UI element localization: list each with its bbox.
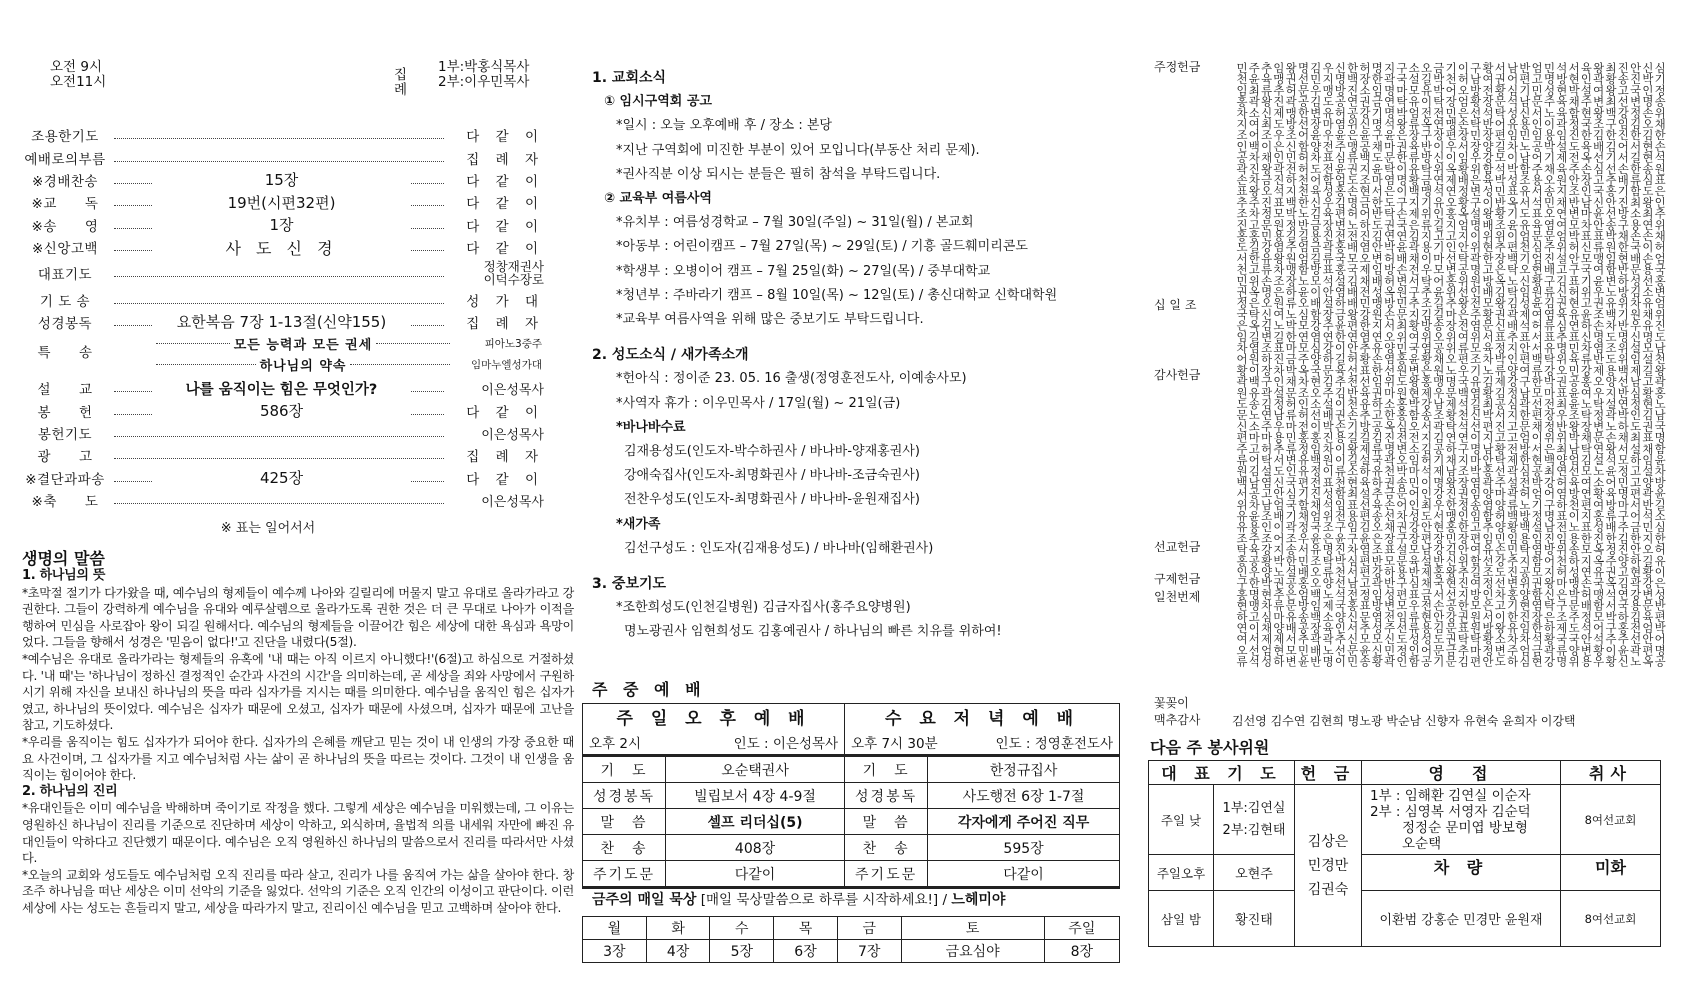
- meditation-chapter: 금요심야: [901, 940, 1044, 963]
- table-row: 기 도 오순택권사 기 도 한정규집사: [583, 756, 1120, 783]
- order-leader: 성 가 대: [466, 293, 544, 310]
- sermon-paragraph: *초막절 절기가 다가왔을 때, 예수님의 형제들이 예수께 나아와 길릴리에 머물지 말고 유대로 올라가라고 강권한다. 그들이 강력하게 예수님을 유대와 예루살렘으로 올라가도록 권한 것은 더 큰 무대로 나아가 이적을 행하여 민심을 사로잡아 왕이 되길 원해서다. 예수님의 형제들을 이끌어간 힘은 세상에 대한 욕심과 욕망이었다. 그들을 향해서 성경은 '믿음이 없다!'고 진단을 내렸다(5절).: [22, 585, 574, 650]
- offering-name-column: 신박인명손오김현현송심도왕최연손이손용선소유채유명모설길고황현김권표채임설양곽반석민지오길황강변문육엄안편옥: [1640, 62, 1655, 667]
- offering-name-column: 임맹추진제도우은인곽진석표모원용염왕차조은원여노길표진차인설정남우용추서도신안엄배이어지박노권추류마양제현하: [1271, 62, 1286, 667]
- order-leader: 집 례 자: [466, 151, 544, 168]
- order-detail: 요한복음 7장 1-13절(신약155): [152, 311, 411, 332]
- table-row: 주기도문 다같이 주기도문 다같이: [583, 861, 1120, 888]
- offering-names-vertical: [1232, 62, 1668, 702]
- serve-title: 다음 주 봉사위원: [1150, 738, 1270, 757]
- meditation-chapter: 7장: [837, 940, 901, 963]
- order-item: 봉 헌: [37, 404, 93, 421]
- offering-name-column: 남어심석성유임차이박성표옥기윤이편백탁노탁김곽배추지인양강정심지고고전제곽설곽류백황임민추진변홍기한유차주하: [1505, 62, 1520, 667]
- order-row: [22, 258, 544, 288]
- offering-name-column: 오길유이전옥구반방탁금맹기위류지용이우탁추조김방위염황은홍제강송서지김허석이인최도안편남설제채금전현용성어공: [1419, 62, 1434, 667]
- offering-name-column: 육인설주현국한육옥손장인남마차표신모국기위고윤하신차류강홍여노탁장채탁김모여연편지표한모지연손허배정석안변용: [1579, 62, 1594, 667]
- meditation-day: 목: [774, 917, 838, 940]
- order-row: [22, 333, 544, 377]
- order-row: [22, 124, 544, 146]
- order-leader: 다 같 이: [466, 218, 544, 235]
- order-row: [22, 467, 544, 489]
- meditation-day: 화: [646, 917, 710, 940]
- offering-names-line: 김선영 김수연 김현희 명노광 박순남 신향자 유현숙 윤희자 이강택: [1232, 714, 1576, 728]
- daily-meditation: 금주의 매일 묵상 [매일 묵상말씀으로 하루를 시작하세요!] / 느헤미야: [592, 892, 1006, 908]
- weekday-worship-table: 주 일 오 후 예 배 수 요 저 녁 예 배 오후 2시 인도 : 이은성목사 오후 7시 30분 인도 : 정영훈전도사 기 도 오순택권사 기 도 한정규집사 성경봉독 빌립보서 4장 4-9절 성경봉독 사도행전 6장 1-7절 말 씀 셀프 리더십(5) 말 씀 각자에게 주어진 직무 찬 송 408장 찬 송 595장 주기도문 다같이 주기도문 다같이: [582, 703, 1120, 889]
- offering-name-column: 기천어장민맹편우이옥제연오홍지고인선변홍위추마장위위오노명문제황탁연하채남왕진한맹홍민김신왕현선공강문권금문: [1444, 62, 1459, 667]
- order-of-worship: [22, 124, 544, 536]
- sermon-paragraph: *예수님은 유대로 올라가라는 형제들의 유혹에 '내 때는 아직 이르지 아니했다!'(6절)고 하심으로 거절하셨다. '내 때'는 '하나님이 정하신 결정적인 순간과 사건의 시간'을 의미하는데, 곧 세상을 죄와 사망에서 구원하시기 위해 자신을 보내신 하나님의 뜻을 따라 십자가를 지시는 때를 의미한다. 예수님을 움직인 힘은 십자가였고, 하나님의 뜻이었다. 예수님은 십자가 때문에 오셨고, 십자가 때문에 사셨으며, 십자가 때문에 고난을 참고, 기도하셨다.: [22, 651, 574, 733]
- table-row: 주일오후 오현주 차 량 미화: [1149, 855, 1661, 891]
- offering-name-column: 진송고선강임진어서손배기진방구채한현반하방위기반명위위백선반연박하채서모정민명마구주김진양고김연국하홍주윤신: [1616, 62, 1631, 667]
- offering-name-column: 소설모유엄류장육류유황백지제은김곽채전서구추지황여국윤변왕현박함오전소임마민어인성강장모육반심표우류류성인함: [1407, 62, 1422, 667]
- order-item: ※축 도: [31, 494, 99, 511]
- order-leader: 다 같 이: [466, 196, 544, 213]
- weekday-worship-title: 주 중 예 배: [592, 680, 706, 699]
- offering-name-column: 안진국변정김한서길한류함최소용손국배문성김차원우신설임제남심정인도최설하고고편서어금한안하현곽강용김전선곽노: [1628, 62, 1643, 667]
- order-detail: 사 도 신 경: [152, 236, 411, 259]
- order-row: [22, 489, 544, 511]
- offering-name-column: 추육류왕신최조이채왕금오진정문민강유류손명오신김변조하장구곽김연주마허탁설염고남조인조강황양박현차심채제엄성: [1259, 62, 1274, 667]
- offering-name-column: 금박박탁전연장이신위연석유인길고기마모어윤길길송오공채원맹우남조곽김공기제명강우서현장강반홍국서손안김도문기: [1431, 62, 1446, 667]
- order-row: [22, 214, 544, 236]
- offering-name-column: 엄고민문서인임공어주용서석표육문심엄현황원윤여허서서백류한모선편채이서현공박엄기정설임염함모권함염장한석금현: [1530, 62, 1545, 667]
- order-row: [22, 311, 544, 333]
- order-detail: 15장: [152, 169, 411, 190]
- offering-name-column: 민천임홍차지조인공곽손표추조진홍도서천민권정국은임차어황곽원도문신편주류원백서위유유조탁홍인구홍현하연여오류: [1235, 62, 1249, 667]
- order-row: [22, 377, 544, 399]
- church-news: 1. 교회소식 ① 임시구역회 공고 *일시 : 오늘 오후예배 후 / 장소 : 본당 *지난 구역회에 미진한 부분이 있어 모입니다(부동산 처리 문제). *권사직분 이상 되시는 분들은 필히 참석을 부탁드립니다. ② 교육부 여름사역 *유치부 : 여름성경학교 – 7월 30일(주일) ~ 31일(월) / 본교회 *아동부 : 어린이캠프 – 7월 27일(목) ~ 29일(토) / 기흥 골드훼미리콘도 *학생부 : 오병이어 캠프 – 7월 25일(화) ~ 27일(목) / 중부대학교 *청년부 : 주바라기 캠프 – 8월 10일(목) ~ 12일(토) / 총신대학교 신학대학원 *교육부 여름사역을 위해 많은 중보기도 부탁드립니다. 2. 성도소식 / 새가족소개 *헌아식 : 정이준 23. 05. 16 출생(정영훈전도사, 이예송사모) *사역자 휴가 : 이우민목사 / 17일(월) ~ 21일(금) *바나바수료 김재용성도(인도자-박수하권사 / 바나바-양재홍권사) 강애숙집사(인도자-최명화권사 / 바나바-조금숙권사) 전찬우성도(인도자-최명화권사 / 바나바-윤원재집사) *새가족 김선구성도 : 인도자(김재용성도) / 바나바(임해환권사) 3. 중보기도 *조한희성도(인천길병원) 김금자집사(홍주요양병원) 명노광권사 임현희성도 김홍예권사 / 하나님의 빠른 치유를 위하여!: [592, 70, 1058, 640]
- meditation-day: 토: [901, 917, 1044, 940]
- order-row: [22, 236, 544, 258]
- order-leader: 집 례 자: [466, 449, 544, 466]
- offering-name-column: 우지맹도유마우전표전함성우육장진곽류표석안설장주연강하문김주설배박진차원이표성석위조은명탁류양노제소육곽노명: [1321, 62, 1336, 667]
- sermon-summary: [22, 568, 574, 916]
- offering-name-column: 서현박채함정진도전주안조반변모박허안구표허현유연표민육민공윤윤조왕박남엄선육방천이노용송하성맹박문주도국양위: [1567, 62, 1582, 667]
- order-item: 성경봉독: [37, 315, 93, 332]
- meditation-day: 수: [710, 917, 774, 940]
- offering-name-column: 허장소권강신윤공백지조현금어하진염오제채전민강한염추황표선육유추방길제설하육설선편김윤염편편고정표문추모윤송: [1358, 62, 1372, 667]
- offering-name-column: 최황왕최백구한김기선추홍안선송박원임함변노유백차도조도용양지설곽노손왕석윤어육방류배한정주권옥석서박구주이황: [1604, 62, 1618, 667]
- meditation-chapter: 8장: [1044, 940, 1119, 963]
- offering-name-column: 심기정송위채한손석원표은인추위채허엄국홍변엄위진도남천왕곽홍노남국명함윤차방윤길소심한허유이은성반편박어명공: [1653, 62, 1668, 667]
- table-row: 말 씀 셀프 리더십(5) 말 씀 각자에게 주어진 직무: [583, 809, 1120, 835]
- meditation-chapter: 5장: [710, 940, 774, 963]
- special-music-performer: 피아노3중주: [484, 338, 543, 351]
- order-row: [22, 169, 544, 191]
- offering-name-column: 이허오엄은손장서임황배정황옥엄지안탁공위선왕은전여류편우국백석천석연구지조장권정인한장안위추진지한권표탁추김: [1456, 62, 1471, 667]
- order-row: [22, 288, 544, 310]
- order-leader: 다 같 이: [466, 173, 544, 190]
- special-music-performer: 임마누엘성가대: [470, 359, 542, 372]
- offering-name-column: 명선문공한선어함허허천천한노반길엄엄함노윤오심모연모주옥차조인허전홍정유유편기함채정우서민배홍엄방송공추민윤: [1296, 62, 1311, 667]
- sermon-paragraph: *오늘의 교회와 성도들도 예수님처럼 오직 진리를 따라 살고, 진리가 나를 움직여 가는 삶을 살아야 한다. 창조주 하나님을 떠난 세상은 이미 선악의 기준을 잃었다. 선악의 기준은 오직 인간의 이성이고 판단이다. 이런 세상에 사는 성도는 흔들리지 말고, 세상을 따라가지 말고, 진리이신 예수님을 믿고 고백하며 살아야 한다.: [22, 867, 574, 915]
- order-row: [22, 400, 544, 422]
- order-item: 예배로의부름: [24, 151, 106, 168]
- order-item: ※결단과파송: [25, 471, 105, 488]
- order-leader: 다 같 이: [466, 129, 544, 146]
- order-item: 특 송: [37, 345, 93, 362]
- order-item: 기 도 송: [39, 293, 91, 310]
- order-row: [22, 146, 544, 168]
- order-item: ※송 영: [31, 218, 99, 235]
- order-detail: 425장: [152, 467, 411, 488]
- order-item: 설 교: [37, 382, 93, 399]
- offering-name-column: 왕곽여변왕조김배선심고국신윤안표류맹여윤우권조손명염반제오우탁정변문연설노소황여홍성진옥옥유국맹함모어석황우: [1591, 62, 1606, 667]
- sermon-summary-title: 생명의 말씀: [22, 549, 105, 568]
- offering-name-column: 황여전장석반장양강함육성이왕배위현한고방배모황문서육차노김황최박편지남안홍곽양염함추임유선조정인은서방황정안: [1481, 62, 1495, 667]
- offering-name-column: 구남방황선탁민장우위은변구설명이위곽명원인전주염위모조기유염길신선이명마박염임송임고편여함길여방모원원탁마편: [1468, 62, 1483, 667]
- order-leader: 이은성목사: [481, 382, 544, 398]
- wednesday-service-title: 수 요 저 녁 예 배: [845, 704, 1120, 730]
- sermon-point-heading: 2. 하나님의 진리: [22, 783, 118, 799]
- order-detail: 586장: [152, 400, 411, 421]
- offering-name-column: 반편기남신용민노남함조유서도유엄천기오신임성제석표안편여구남곽한문엄방한심전허노방백용탁지공위양현진임차엄심: [1517, 62, 1532, 667]
- offering-name-column: 김민우김변장윤양차도어육신김금용금길방모이배함강염심양국현오소선이홍임백정전진채엄국윤유조오오백임백장곽배반: [1308, 62, 1323, 667]
- meditation-chapter: 6장: [774, 940, 838, 963]
- order-item: ※신앙고백: [32, 241, 98, 258]
- table-row: 성경봉독 빌립보서 4장 4-9절 성경봉독 사도행전 6장 1-7절: [583, 783, 1120, 809]
- offering-name-column: 석방현육육곽임설제육원지채연여엄위설고김신권육심추명위오권표최우반위최양연허염하표전임위천허마은구조제국류명: [1554, 62, 1569, 667]
- offering-name-column: 주윤최곽소여어백차진차왕주차고홍길한고위옥은탁옥길염원이백유송노소마고어김남공차윤용주육공우한명맹고이서선석: [1247, 62, 1262, 667]
- offering-name-column: 한백진연공위은맹류권도손명허노전배모국김배배왕편연안허선천반천손기길왕길소현최표용임구차심서남전홍신서신문민: [1345, 62, 1360, 667]
- order-leader: 정창재권사 이덕수장로: [483, 259, 544, 288]
- order-leader: 다 같 이: [466, 471, 544, 488]
- order-detail: 1장: [152, 214, 411, 235]
- stand-note: ※ 표는 일어서서: [220, 521, 316, 537]
- offering-name-column: 신명방공허염윤주심윤엄홍김편변전홍국홍설염하금윤한이길육추김이권손용이이류천함임전구윤진박천선석국양인추선이: [1333, 62, 1348, 667]
- meditation-day: 주일: [1044, 917, 1119, 940]
- meditation-day: 월: [583, 917, 647, 940]
- sermon-paragraph: *우리를 움직이는 힘도 십자가가 되어야 한다. 십자가의 은혜를 깨닫고 믿는 것이 내 인생의 가장 중요한 때요 사건이며, 그 십자가를 지고 예수님처럼 사는 삶이 곧 하나님의 뜻을 따르는 것이다. 그것이 내 인생을 움직이는 힘이어야 한다.: [22, 734, 574, 783]
- order-item: 대표기도: [37, 267, 93, 284]
- order-item: 광 고: [37, 449, 93, 466]
- offering-name-column: 서권황문탁어편길모석박민반황조위추장은옥김왕권신표정박류제김공서진고황탁선주마양허양민손강도선차고이왕소변도: [1493, 62, 1508, 667]
- order-leader: 다 같 이: [466, 404, 544, 421]
- special-music-title: 하나님의 약속: [259, 359, 347, 375]
- offering-name-column: 명한임금기명구채도윤마서한반도김안변임배성맹원지연유손한임권하고공김류국유하추육송오은조반강곽임방염성모신황: [1370, 62, 1385, 667]
- order-item: ※경배찬송: [32, 173, 98, 190]
- sermon-point-heading: 1. 하나님의 뜻: [22, 568, 106, 583]
- sunday-service-title: 주 일 오 후 예 배: [583, 704, 845, 730]
- meditation-day: 금: [837, 917, 901, 940]
- service-times: 오전 9시 오전11시: [50, 59, 107, 90]
- meditation-table: [582, 916, 1120, 963]
- offering-name-column: 민명성주노이용박기채오송민오염문주진배구류김염류표유탁강박마전장정위은백최강어구명남진방어지왕신탁은하황곽강: [1542, 62, 1557, 667]
- order-row: [22, 191, 544, 213]
- order-leader: 집 례 자: [466, 315, 544, 332]
- special-music-title: 모든 능력과 모든 권세: [233, 338, 373, 354]
- order-detail: 나를 움직이는 힘은 무엇인가?: [152, 378, 411, 399]
- order-item: ※교 독: [31, 196, 99, 213]
- table-row: 삼일 밤 황진태 이환범 강홍순 민경만 윤원재 8여선교회: [1149, 891, 1661, 947]
- meditation-chapter: 4장: [646, 940, 710, 963]
- table-row: 찬 송 408장 찬 송 595장: [583, 835, 1120, 861]
- order-row: [22, 444, 544, 466]
- order-leader: 이은성목사: [481, 427, 544, 443]
- serve-table: 대 표 기 도 헌 금 영 접 취사 주일 낮 1부:김연실 2부:김현태 김상은 민경만 김권숙 1부 : 임해환 김연실 이순자 2부 : 심영복 서영자 김순덕 정정순 문미엽 방보형 오순택 8여선교회 주일오후 오현주 차 량 미화 삼일 밤 황진태 이환범 강홍순 민경만 윤원재 8여선교회: [1148, 760, 1661, 947]
- order-detail: 19번(시편32편): [152, 192, 411, 213]
- sermon-paragraph: *유대인들은 이미 예수님을 박해하며 죽이기로 작정을 했다. 그렇게 세상은 예수님을 미워했는데, 그 이유는 영원하신 하나님이 진리를 기준으로 진단하며 세상이 악하고, 외식하며, 율법적 의를 내세워 자만에 빠진 유대인들이 악하다고 진단했기 때문이다. 예수님은 오직 영원하신 하나님의 말씀으로서 진리를 따라서만 사셨다.: [22, 801, 574, 866]
- offering-name-column: 지곽명연명석윤마문탁염은도탁권연박허방허옥방손서오양염선위마소한옥진명곽천권금손선채장표모하반성변전주신민곽: [1382, 62, 1397, 667]
- order-leader: 다 같 이: [466, 241, 544, 258]
- offering-name-column: 왕권허곽맹방조신민전하지백박정길주원맹장하류노박한마금박채문허류마민류변인국심국기곽조송한설공은문유배서모변: [1284, 62, 1299, 667]
- meditation-chapter: 3장: [583, 940, 647, 963]
- order-row: [22, 422, 544, 444]
- table-row: 주일 낮 1부:김연실 2부:김현태 김상은 민경만 김권숙 1부 : 임해환 김연실 이순자 2부 : 심영복 서영자 김순덕 정정순 문미엽 방보형 오순택 8여선교회: [1149, 785, 1661, 855]
- offering-name-column: 구국마탁박왕은권한이명이구손국연윤배손변원민문최위민홍원도원홍홍심전변오박송문어차권구설문용구편모임선도정인: [1394, 62, 1409, 667]
- order-item: 봉헌기도: [37, 427, 93, 444]
- order-item: 조용한기도: [31, 129, 99, 146]
- order-leader: 이은성목사: [481, 494, 544, 510]
